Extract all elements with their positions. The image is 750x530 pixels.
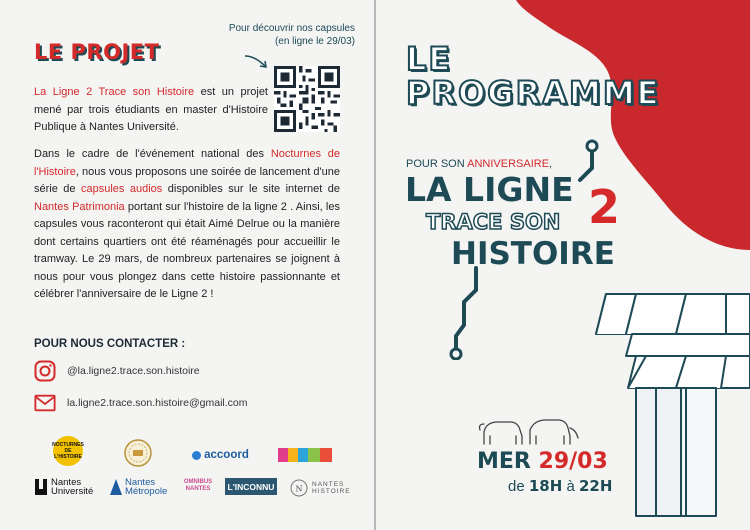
nantes-histoire-logo — [290, 478, 351, 498]
date-day: MER — [477, 449, 539, 474]
nantes-histoire-text — [312, 481, 351, 496]
nocturnes-logo: NOCTURNES DE L'HISTOIRE — [53, 436, 83, 466]
accoord-logo — [190, 447, 250, 463]
desc-part-3: disponibles sur le site internet de — [162, 183, 340, 195]
desc-part-2: , nous vous proposons une soirée de lancement d'une série de — [34, 165, 340, 195]
intro-paragraph — [34, 84, 268, 137]
title-number-2: 2 — [588, 180, 621, 234]
instagram-icon — [34, 360, 56, 382]
anniv-suffix: , — [549, 158, 553, 170]
anniv-highlight: ANNIVERSAIRE — [467, 158, 550, 170]
event-date — [477, 449, 608, 474]
elephant-illustration — [476, 414, 580, 448]
projet-title: LE PROJET — [34, 40, 160, 64]
nantes-metropole-text: Nantes Métropole — [125, 477, 168, 497]
description-paragraph — [34, 146, 340, 304]
email-address[interactable]: la.ligne2.trace.son.histoire@gmail.com — [67, 397, 248, 409]
nantes-histoire-line1: NANTES — [312, 480, 345, 488]
hours-start: 18H — [528, 477, 563, 495]
anniversary-line — [406, 158, 552, 170]
nantes-universite-text: Nantes Université — [51, 477, 94, 497]
nantes-histoire-mark-icon — [290, 479, 308, 497]
qr-caption-line2: (en ligne le 29/03) — [274, 36, 355, 47]
title-trace-son: TRACE SON — [426, 210, 561, 234]
nantes-metropole-logo — [110, 476, 179, 498]
arrow-icon — [243, 53, 273, 73]
intro-highlight: La Ligne 2 Trace son Histoire — [34, 86, 195, 98]
instagram-contact[interactable] — [34, 360, 200, 382]
accoord-mark-icon — [191, 450, 202, 461]
nantes-universite-mark-icon — [35, 479, 47, 495]
hours-end: 22H — [578, 477, 613, 495]
title-la-ligne: LA LIGNE — [405, 170, 574, 209]
qr-code[interactable] — [274, 66, 340, 132]
qr-caption-line1: Pour découvrir nos capsules — [228, 23, 355, 34]
hours-mid: à — [562, 478, 579, 495]
omnibus-logo: OMNIBUS NANTES — [183, 479, 213, 492]
contact-title: POUR NOUS CONTACTER : — [34, 338, 186, 350]
desc-capsules: capsules audios — [81, 183, 163, 195]
intro-rest: est un projet mené par trois étudiants en master d'Histoire Publique à Nantes Université. — [34, 86, 268, 133]
left-panel — [0, 0, 374, 530]
nantes-metropole-mark-icon — [110, 479, 122, 495]
colorful-logo — [278, 446, 332, 464]
mail-icon — [34, 392, 56, 414]
anniv-prefix: POUR SON — [406, 158, 468, 170]
hours-prefix: de — [508, 478, 529, 495]
desc-part-4: portant sur l'histoire de la ligne 2 . Ainsi, les capsules vous raconteront qui était Aimé Delrue ou la manière dont certains quartiers ont été réaménagés pour accueillir le tramway. Le 29 mars, de nombreux partenaires se joignent à nous pour vous plongez dans cette histoire passionnante et célébrer l'anniversaire de le Ligne 2 ! — [34, 200, 340, 300]
instagram-handle[interactable]: @la.ligne2.trace.son.histoire — [67, 365, 200, 377]
date-number: 29/03 — [538, 449, 608, 474]
heritage-badge-logo — [122, 438, 154, 468]
programme-line1: LE — [406, 40, 453, 78]
desc-part-1: Dans le cadre de l'événement national des — [34, 148, 271, 160]
accoord-text: accoord — [204, 449, 249, 461]
nantes-histoire-line2: HISTOIRE — [312, 488, 351, 495]
qr-caption — [215, 22, 355, 48]
email-contact[interactable] — [34, 392, 248, 414]
desc-patrimonia: Nantes Patrimonia — [34, 200, 125, 213]
nantes-universite-logo — [35, 476, 103, 498]
desc-nocturnes: Nocturnes de l'Histoire — [34, 148, 340, 178]
svg-text:N: N — [295, 484, 303, 494]
title-histoire: HISTOIRE — [451, 236, 615, 272]
event-hours — [508, 477, 612, 495]
right-panel — [376, 0, 750, 530]
programme-line2: PROGRAMME — [406, 74, 661, 112]
linconnu-logo: L'INCONNU — [225, 478, 277, 495]
